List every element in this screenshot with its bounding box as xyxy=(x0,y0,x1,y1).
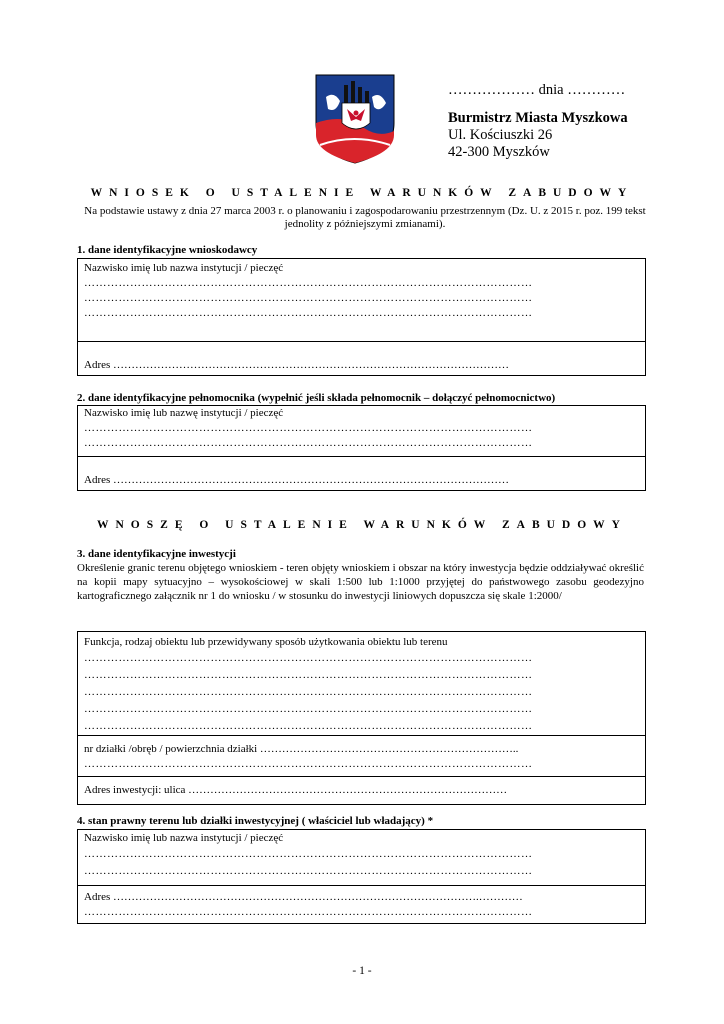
applicant-address-field[interactable]: Adres ……………………………………………………………………………………………… xyxy=(84,359,510,371)
document-title: WNIOSEK O USTALENIE WARUNKÓW ZABUDOWY xyxy=(90,187,634,199)
legal-basis: Na podstawie ustawy z dnia 27 marca 2003 r. o planowaniu i zagospodarowaniu przestrzennym (Dz. U. z 2015 r. poz. 199 tekst jednolity z późniejszymi zmianami). xyxy=(84,205,646,230)
section-2-heading: 2. dane identyfikacyjne pełnomocnika (wypełnić jeśli składa pełnomocnik – dołączyć pełnomocnictwo) xyxy=(77,392,556,404)
section-4-heading: 4. stan prawny terenu lub działki inwestycyjnej ( właściciel lub władający) * xyxy=(77,815,434,827)
owner-address-field[interactable]: ……………………………………………………………………………………………………… xyxy=(84,906,533,918)
function-label: Funkcja, rodzaj obiektu lub przewidywany sposób użytkowania obiektu lub terenu xyxy=(84,636,448,648)
owner-name-field[interactable]: ……………………………………………………………………………………………………… xyxy=(84,865,533,877)
proxy-name-field[interactable]: ……………………………………………………………………………………………………… xyxy=(84,437,533,449)
section-4-box xyxy=(77,829,646,924)
section-3-box xyxy=(77,631,646,805)
function-field[interactable]: ……………………………………………………………………………………………………… xyxy=(84,703,533,715)
proxy-name-field[interactable]: ……………………………………………………………………………………………………… xyxy=(84,422,533,434)
plot-number-field[interactable]: ……………………………………………………………………………………………………… xyxy=(84,758,533,770)
proxy-address-field[interactable]: Adres ……………………………………………………………………………………………… xyxy=(84,474,510,486)
owner-address-field[interactable]: Adres ……………………………………………………………………………………….………… xyxy=(84,891,523,903)
applicant-name-label: Nazwisko imię lub nazwa instytucji / pieczęć xyxy=(84,262,284,274)
plot-number-field[interactable]: nr działki /obręb / powierzchnia działki …………………………………………………………….. xyxy=(84,743,519,755)
investment-address-field[interactable]: Adres inwestycji: ulica …………………………………………………………………………… xyxy=(84,784,508,796)
applicant-name-field[interactable]: ……………………………………………………………………………………………………… xyxy=(84,292,533,304)
date-line: ……………… dnia ………… xyxy=(448,82,626,98)
request-title: WNOSZĘ O USTALENIE WARUNKÓW ZABUDOWY xyxy=(97,519,627,531)
applicant-name-field[interactable]: ……………………………………………………………………………………………………… xyxy=(84,307,533,319)
addressee-block xyxy=(448,82,628,161)
section-3-description: Określenie granic terenu objętego wnioskiem - teren objęty wnioskiem i obszar na który inwestycja będzie oddziaływać określić na kopii mapy sytuacyjno – wysokościowej w skali 1:500 lub 1:1000 przyjętej do państwowego zasobu geodezyjno kartograficznego załącznik nr 1 do wniosku / w stosunku do inwestycji liniowych dopuszcza się skale 1:2000/ xyxy=(77,562,644,602)
proxy-name-label: Nazwisko imię lub nazwę instytucji / pieczęć xyxy=(84,407,284,419)
owner-name-field[interactable]: ……………………………………………………………………………………………………… xyxy=(84,848,533,860)
page-number: - 1 - xyxy=(352,965,372,977)
function-field[interactable]: ……………………………………………………………………………………………………… xyxy=(84,669,533,681)
section-1-box xyxy=(77,258,646,376)
owner-name-label: Nazwisko imię lub nazwa instytucji / pieczęć xyxy=(84,832,284,844)
applicant-name-field[interactable]: ……………………………………………………………………………………………………… xyxy=(84,277,533,289)
section-1-heading: 1. dane identyfikacyjne wnioskodawcy xyxy=(77,244,258,256)
function-field[interactable]: ……………………………………………………………………………………………………… xyxy=(84,686,533,698)
office-city: 42-300 Myszków xyxy=(448,144,550,160)
myszkow-coat-of-arms-icon xyxy=(314,73,396,165)
section-3-heading: 3. dane identyfikacyjne inwestycji xyxy=(77,548,236,560)
section-2-box xyxy=(77,405,646,491)
office-street: Ul. Kościuszki 26 xyxy=(448,127,553,143)
function-field[interactable]: ……………………………………………………………………………………………………… xyxy=(84,652,533,664)
function-field[interactable]: ……………………………………………………………………………………………………… xyxy=(84,720,533,732)
office-title: Burmistrz Miasta Myszkowa xyxy=(448,110,628,126)
